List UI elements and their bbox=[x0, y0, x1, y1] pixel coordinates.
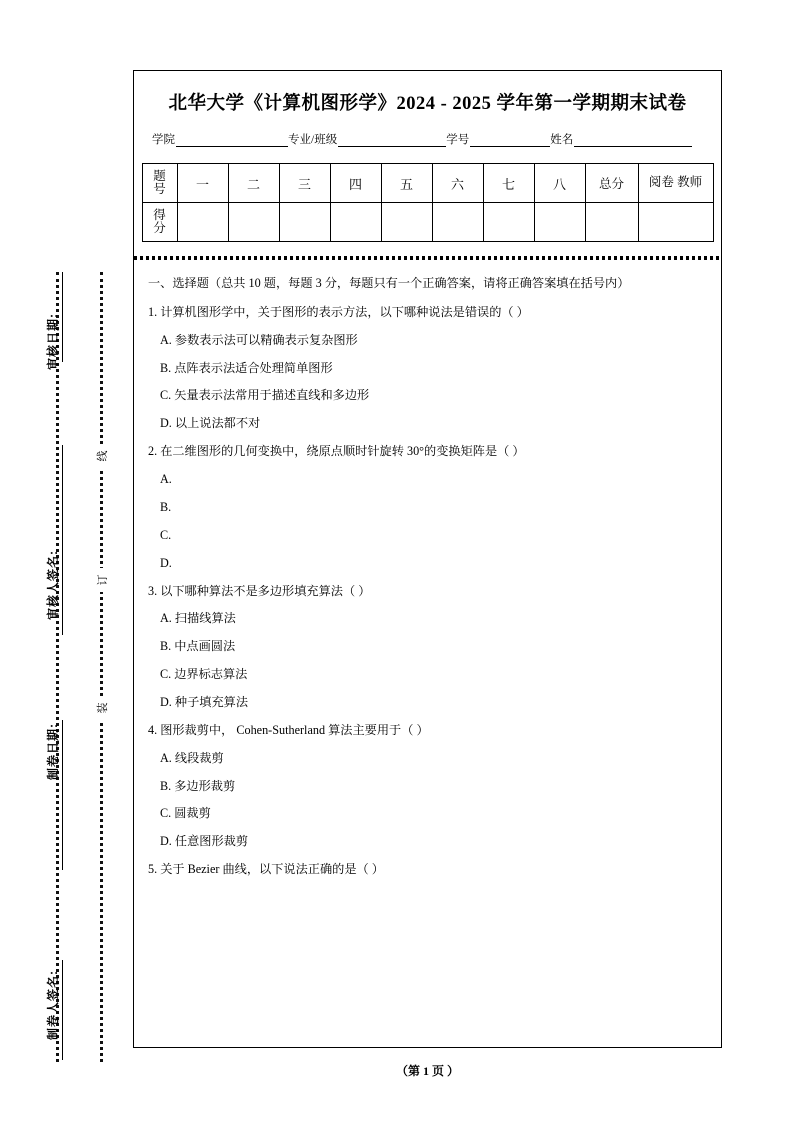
score-cell-5[interactable] bbox=[381, 203, 432, 242]
score-col-2: 二 bbox=[228, 164, 279, 203]
question-1-option-a[interactable] bbox=[160, 333, 707, 349]
option-letter: D. bbox=[160, 834, 172, 849]
question-2 bbox=[148, 444, 707, 460]
option-text: 边界标志算法 bbox=[174, 667, 248, 682]
field-college-label: 学院 bbox=[152, 134, 175, 146]
binding-char-ding: 订 bbox=[94, 568, 110, 592]
binding-margin bbox=[0, 0, 133, 1122]
page-title: 北华大学《计算机图形学》2024 - 2025 学年第一学期期末试卷 bbox=[168, 94, 687, 114]
option-letter: A. bbox=[160, 611, 172, 626]
question-3-number: 3. bbox=[148, 583, 158, 598]
margin-rule-1 bbox=[62, 272, 63, 362]
field-major-class-blank[interactable] bbox=[338, 133, 446, 147]
question-4-option-c[interactable] bbox=[160, 806, 707, 822]
field-college-blank[interactable] bbox=[176, 133, 288, 147]
field-major-class-label: 专业/班级 bbox=[288, 134, 338, 146]
question-1-option-c[interactable] bbox=[160, 388, 707, 404]
question-3-text: 以下哪种算法不是多边形填充算法（ ） bbox=[160, 583, 371, 598]
score-cell-1[interactable] bbox=[177, 203, 228, 242]
score-table bbox=[142, 163, 714, 242]
score-col-8: 八 bbox=[534, 164, 585, 203]
question-3-option-a[interactable] bbox=[160, 611, 707, 627]
option-letter: B. bbox=[160, 639, 172, 654]
binding-dotted-line-outer bbox=[56, 272, 59, 1062]
score-col-4: 四 bbox=[330, 164, 381, 203]
binding-char-xian: 线 bbox=[94, 444, 110, 468]
option-letter: B. bbox=[160, 499, 172, 514]
option-letter: D. bbox=[160, 416, 172, 431]
question-3-option-b[interactable] bbox=[160, 639, 707, 655]
option-text: 多边形裁剪 bbox=[174, 778, 236, 793]
score-cell-2[interactable] bbox=[228, 203, 279, 242]
option-text: 圆裁剪 bbox=[174, 806, 211, 821]
question-5 bbox=[148, 862, 707, 878]
score-col-3: 三 bbox=[279, 164, 330, 203]
field-college bbox=[152, 131, 288, 147]
option-letter: C. bbox=[160, 527, 172, 542]
score-cell-4[interactable] bbox=[330, 203, 381, 242]
option-text: 中点画圆法 bbox=[174, 639, 236, 654]
score-cell-8[interactable] bbox=[534, 203, 585, 242]
option-letter: C. bbox=[160, 388, 172, 403]
binding-char-zhuang: 装 bbox=[94, 696, 110, 720]
option-text: 线段裁剪 bbox=[174, 750, 224, 765]
option-letter: A. bbox=[160, 472, 172, 487]
score-table-stub-score bbox=[142, 203, 177, 242]
option-text: 参数表示法可以精确表示复杂图形 bbox=[174, 332, 358, 347]
score-table-stub-question-number bbox=[142, 164, 177, 203]
question-2-option-a[interactable] bbox=[160, 472, 707, 488]
margin-label-print-date: 制卷日期: bbox=[46, 723, 60, 780]
score-table-value-row bbox=[142, 203, 713, 242]
score-col-5: 五 bbox=[381, 164, 432, 203]
grader-line-2: 教师 bbox=[677, 175, 703, 190]
option-letter: C. bbox=[160, 806, 172, 821]
score-col-6: 六 bbox=[432, 164, 483, 203]
option-letter: D. bbox=[160, 555, 172, 570]
question-1-option-b[interactable] bbox=[160, 361, 707, 377]
margin-label-reviewer-signature: 审核人签名: bbox=[46, 550, 60, 620]
exam-body bbox=[134, 260, 721, 878]
section-heading: 一、选择题（总共 10 题，每题 3 分，每题只有一个正确答案，请将正确答案填在括号内） bbox=[148, 276, 630, 290]
question-2-option-b[interactable] bbox=[160, 500, 707, 516]
binding-dotted-line-inner bbox=[100, 272, 103, 1062]
score-col-7: 七 bbox=[483, 164, 534, 203]
question-1-option-d[interactable] bbox=[160, 416, 707, 432]
option-letter: B. bbox=[160, 360, 172, 375]
margin-rule-3 bbox=[62, 720, 63, 870]
score-cell-3[interactable] bbox=[279, 203, 330, 242]
score-col-1: 一 bbox=[177, 164, 228, 203]
option-text: 矢量表示法常用于描述直线和多边形 bbox=[174, 388, 370, 403]
option-letter: A. bbox=[160, 750, 172, 765]
question-4 bbox=[148, 723, 707, 739]
field-student-id bbox=[446, 131, 550, 147]
question-1-text: 计算机图形学中，关于图形的表示方法，以下哪种说法是错误的（ ） bbox=[160, 304, 529, 319]
option-text: 任意图形裁剪 bbox=[174, 834, 249, 849]
stub-score-line-1: 得 bbox=[153, 207, 166, 222]
margin-label-printer-signature: 制卷人签名: bbox=[46, 970, 60, 1040]
field-student-id-label: 学号 bbox=[446, 134, 470, 146]
field-name bbox=[550, 131, 692, 147]
question-4-number: 4. bbox=[148, 722, 158, 737]
margin-rule-4 bbox=[62, 960, 63, 1060]
option-letter: C. bbox=[160, 667, 172, 682]
field-student-id-blank[interactable] bbox=[470, 133, 550, 147]
question-3-option-d[interactable] bbox=[160, 695, 707, 711]
question-1 bbox=[148, 305, 707, 321]
score-cell-7[interactable] bbox=[483, 203, 534, 242]
question-2-text: 在二维图形的几何变换中，绕原点顺时针旋转 30°的变换矩阵是（ ） bbox=[160, 444, 525, 459]
question-4-option-b[interactable] bbox=[160, 779, 707, 795]
score-cell-grader[interactable] bbox=[638, 203, 713, 242]
option-text: 种子填充算法 bbox=[174, 694, 249, 709]
score-table-header-row bbox=[142, 164, 713, 203]
field-name-label: 姓名 bbox=[550, 134, 574, 146]
stub-line-1: 题 bbox=[153, 168, 166, 183]
option-text: 扫描线算法 bbox=[174, 611, 236, 626]
question-4-text: 图形裁剪中， Cohen-Sutherland 算法主要用于（ ） bbox=[160, 722, 429, 737]
question-5-number: 5. bbox=[148, 862, 158, 877]
question-2-option-d[interactable] bbox=[160, 556, 707, 572]
margin-label-review-date: 审核日期: bbox=[46, 313, 60, 370]
option-letter: D. bbox=[160, 694, 172, 709]
option-text: 点阵表示法适合处理简单图形 bbox=[174, 360, 333, 375]
question-4-option-a[interactable] bbox=[160, 751, 707, 767]
field-major-class bbox=[288, 131, 446, 147]
option-letter: B. bbox=[160, 778, 172, 793]
question-3-option-c[interactable] bbox=[160, 667, 707, 683]
question-3 bbox=[148, 584, 707, 600]
field-name-blank[interactable] bbox=[574, 133, 692, 147]
score-cell-6[interactable] bbox=[432, 203, 483, 242]
grader-line-1: 阅卷 bbox=[648, 175, 674, 190]
score-cell-total[interactable] bbox=[585, 203, 638, 242]
score-col-grader bbox=[638, 164, 713, 203]
option-letter: A. bbox=[160, 332, 172, 347]
question-1-number: 1. bbox=[148, 304, 158, 319]
question-5-text: 关于 Bezier 曲线，以下说法正确的是（ ） bbox=[160, 862, 384, 877]
question-4-option-d[interactable] bbox=[160, 834, 707, 850]
question-2-number: 2. bbox=[148, 444, 158, 459]
question-2-option-c[interactable] bbox=[160, 528, 707, 544]
margin-rule-2 bbox=[62, 445, 63, 635]
stub-line-2: 号 bbox=[153, 182, 166, 196]
student-identity-row bbox=[152, 131, 703, 147]
score-col-total: 总分 bbox=[585, 164, 638, 203]
exam-paper-frame bbox=[133, 70, 722, 1048]
page-footer: （第 1 页 ） bbox=[395, 1064, 459, 1078]
stub-score-line-2: 分 bbox=[153, 221, 166, 235]
option-text: 以上说法都不对 bbox=[174, 416, 261, 431]
